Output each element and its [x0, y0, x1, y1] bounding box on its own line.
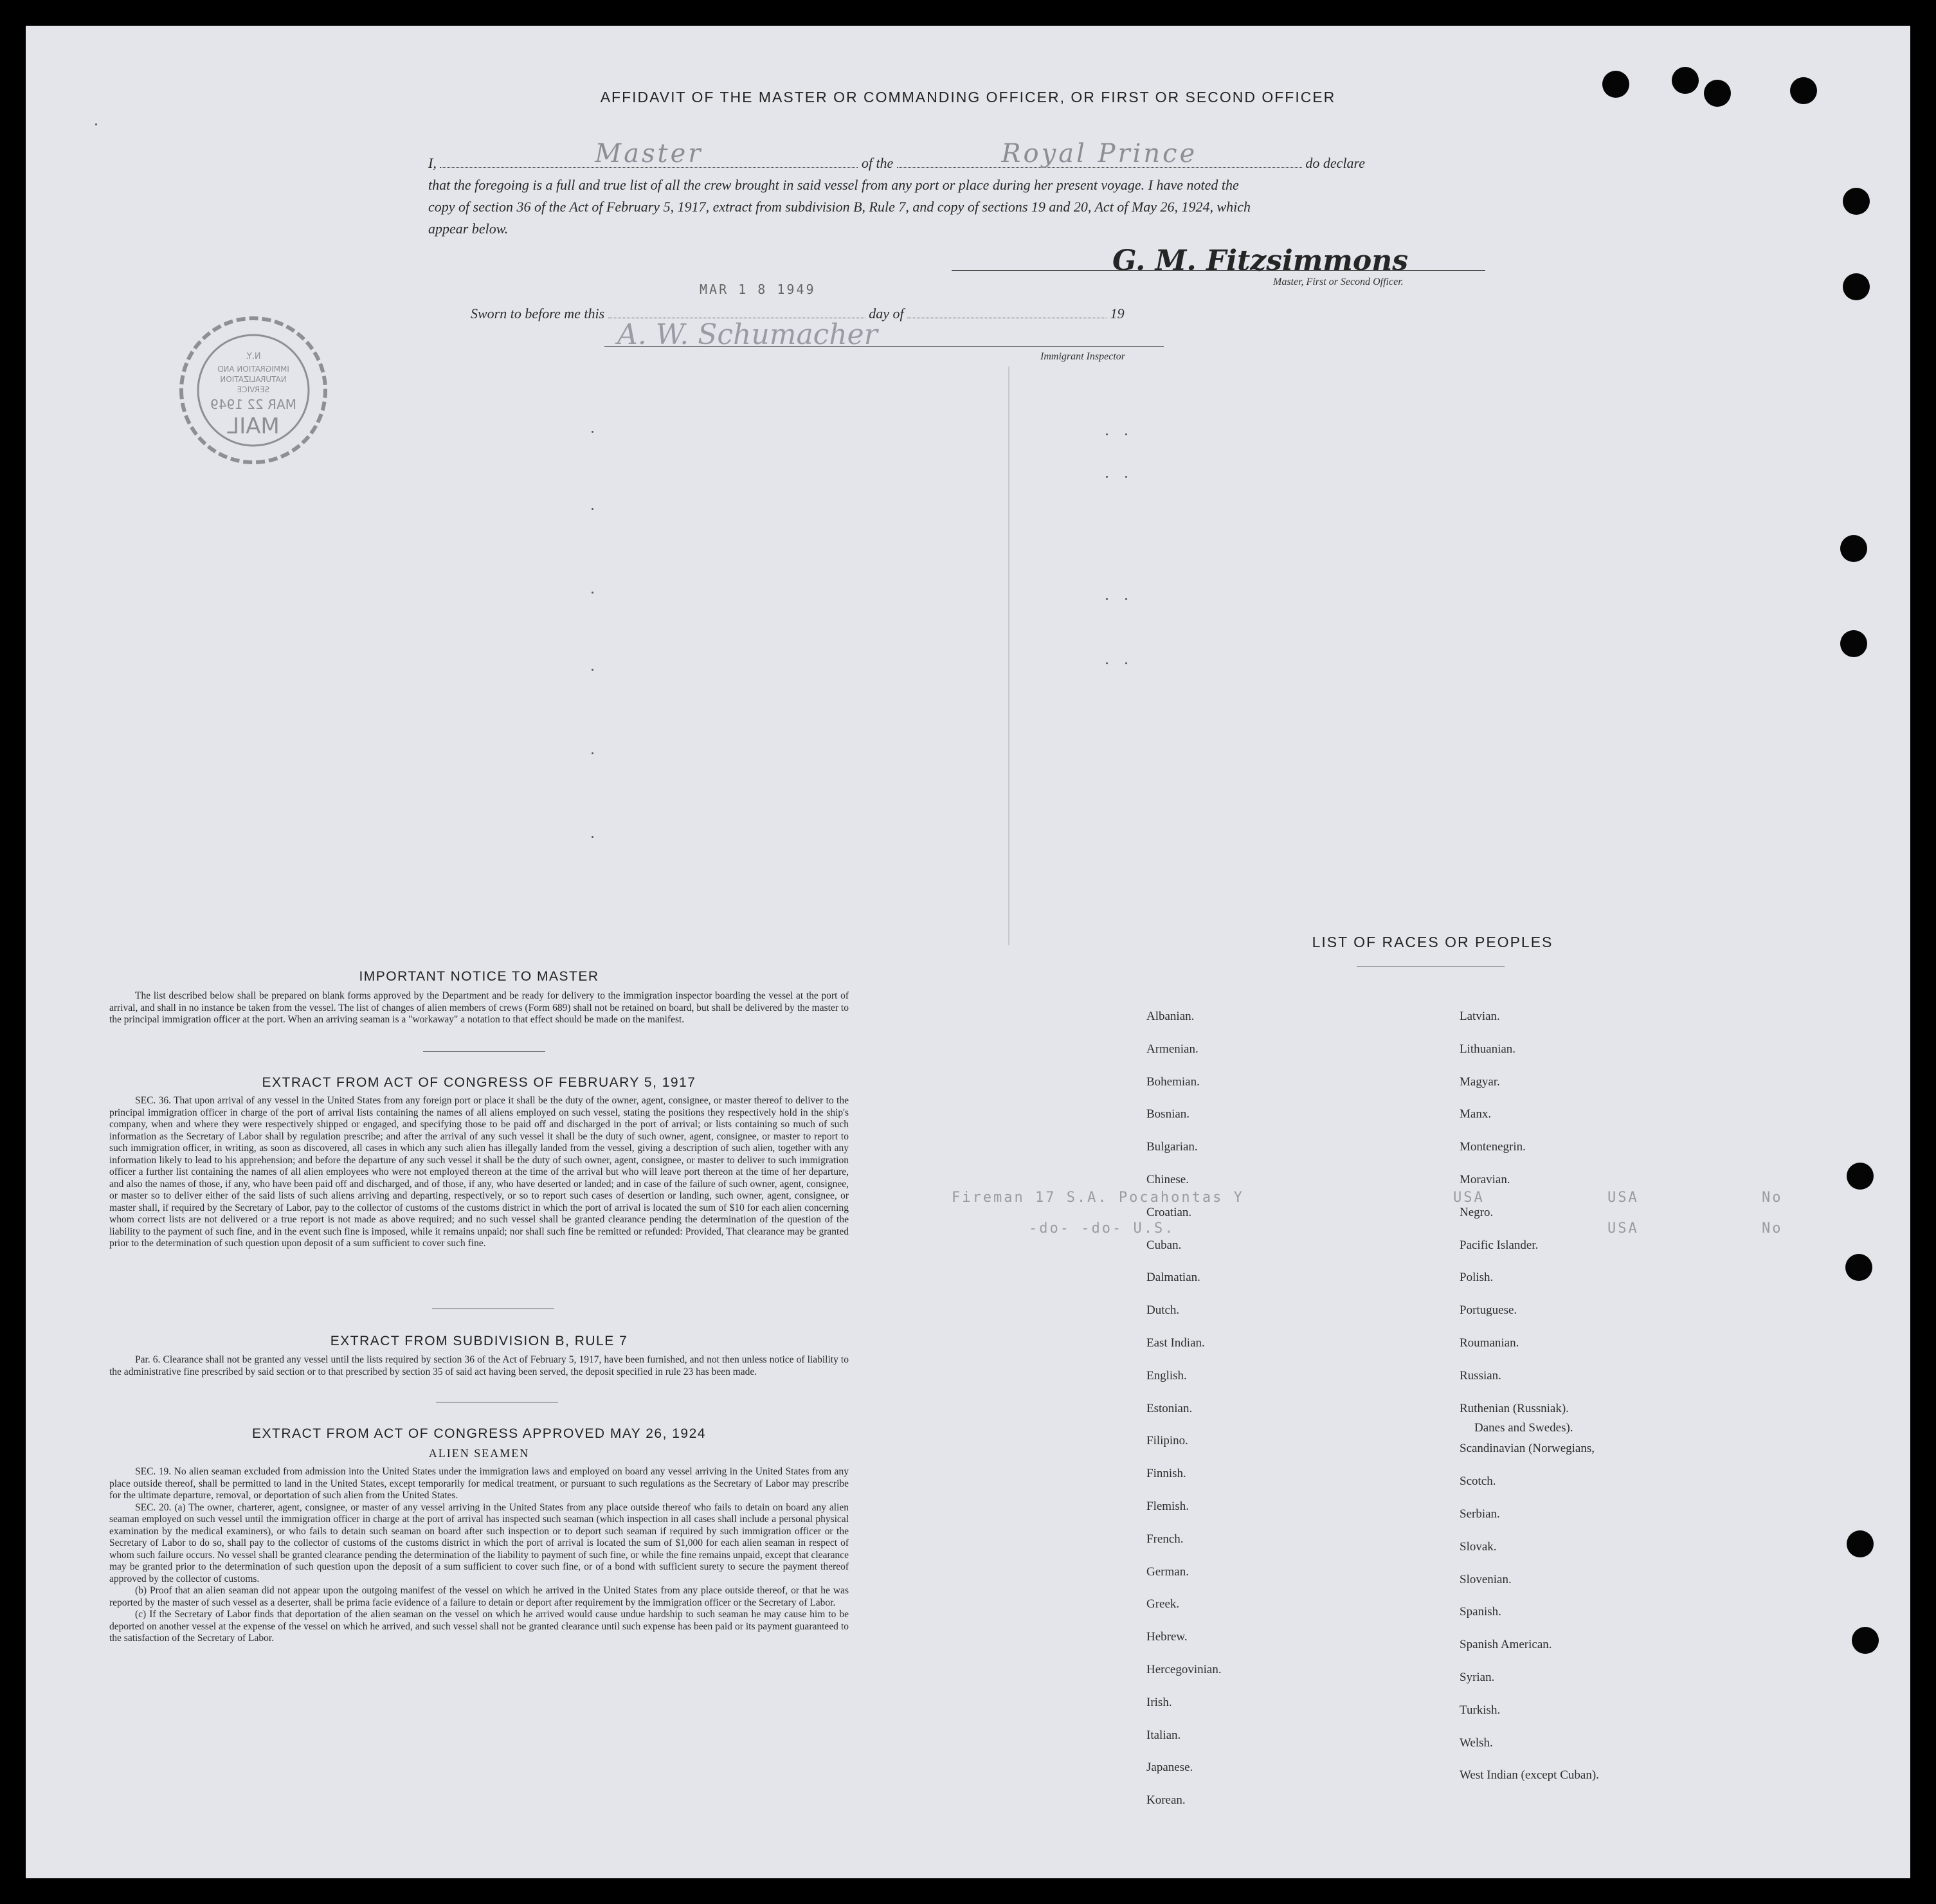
- extract-1924-body: [109, 1466, 849, 1645]
- race-item: Polish.: [1460, 1271, 1494, 1284]
- race-item: Latvian.: [1460, 1010, 1500, 1023]
- race-item: Cuban.: [1146, 1238, 1182, 1252]
- vessel-name-handwriting: Royal Prince: [1001, 139, 1198, 168]
- race-item: West Indian (except Cuban).: [1460, 1768, 1599, 1782]
- race-item: Syrian.: [1460, 1671, 1495, 1684]
- race-item: Italian.: [1146, 1728, 1181, 1742]
- race-item: Turkish.: [1460, 1703, 1501, 1717]
- bleedthrough-text: No: [1762, 1220, 1783, 1237]
- seal-type: MAIL: [227, 413, 280, 439]
- race-item: East Indian.: [1146, 1336, 1205, 1350]
- race-item: Magyar.: [1460, 1075, 1500, 1089]
- race-item: Scotch.: [1460, 1474, 1496, 1488]
- race-item: Slovak.: [1460, 1540, 1497, 1554]
- race-item: English.: [1146, 1369, 1187, 1383]
- race-item: Filipino.: [1146, 1434, 1188, 1447]
- seal-date: MAR 22 1949: [210, 397, 296, 412]
- extract-rule7-body: Par. 6. Clearance shall not be granted any vessel until the lists required by section 36 of the Act of February 5, 1917, have been furnished, and not then unless notice of liability to the administrative fine prescribed by said section or to that prescribed by section 35 of said act having been served, the deposit specified in rule 23 has been made.: [109, 1354, 849, 1377]
- affidavit-line-2: that the foregoing is a full and true list of all the crew brought in said vessel from any port or place during her present voyage. I have noted the: [428, 177, 1239, 193]
- bleedthrough-text: USA: [1453, 1190, 1485, 1206]
- notice-title: IMPORTANT NOTICE TO MASTER: [359, 969, 599, 984]
- race-item: Bosnian.: [1146, 1107, 1190, 1121]
- race-item: Lithuanian.: [1460, 1042, 1516, 1056]
- extract-1924-title: EXTRACT FROM ACT OF CONGRESS APPROVED MAY 26, 1924: [252, 1426, 706, 1441]
- race-item: Greek.: [1146, 1597, 1180, 1611]
- extract-1924-subtitle: ALIEN SEAMEN: [428, 1447, 530, 1460]
- race-item: Spanish.: [1460, 1605, 1501, 1618]
- page-fold: [1008, 367, 1009, 945]
- race-item: Finnish.: [1146, 1467, 1186, 1480]
- race-item: Pacific Islander.: [1460, 1238, 1539, 1252]
- race-item: Flemish.: [1146, 1500, 1189, 1513]
- punch-hole: [1840, 630, 1867, 657]
- races-title: LIST OF RACES OR PEOPLES: [1312, 934, 1553, 950]
- punch-hole: [1840, 535, 1867, 562]
- affidavit-line-1: I, Master of the Royal Prince do declare: [428, 139, 1365, 171]
- race-item: French.: [1146, 1532, 1184, 1546]
- race-item: Irish.: [1146, 1696, 1172, 1709]
- race-item: Roumanian.: [1460, 1336, 1519, 1350]
- inspector-caption: Immigrant Inspector: [1040, 351, 1125, 362]
- race-item: Bohemian.: [1146, 1075, 1200, 1089]
- race-item: Estonian.: [1146, 1402, 1193, 1415]
- date-stamp: MAR 1 8 1949: [700, 282, 816, 297]
- punch-hole: [1843, 188, 1870, 215]
- bleedthrough-text: USA: [1607, 1190, 1639, 1206]
- race-item: Korean.: [1146, 1793, 1186, 1807]
- bleedthrough-text: Fireman 17 S.A. Pocahontas Y: [952, 1190, 1244, 1206]
- race-item: Negro.: [1460, 1206, 1494, 1219]
- race-item: Slovenian.: [1460, 1573, 1512, 1586]
- punch-hole: [1847, 1163, 1874, 1190]
- race-item: Montenegrin.: [1460, 1140, 1526, 1154]
- inspector-signature: A. W. Schumacher: [617, 318, 878, 351]
- race-item: Croatian.: [1146, 1206, 1192, 1219]
- race-item: Russian.: [1460, 1369, 1501, 1383]
- race-item: Hebrew.: [1146, 1630, 1188, 1644]
- extract-1917-title: EXTRACT FROM ACT OF CONGRESS OF FEBRUARY 5, 1917: [262, 1075, 696, 1090]
- punch-hole: [1843, 273, 1870, 300]
- sec-20b: (b) Proof that an alien seaman did not appear upon the outgoing manifest of the vessel on which he arrived in the United States from any place outside thereof, or that he was reported by the master of such vessel as a deserter, shall be prima facie evidence of a failure to detain or deport after requirement by the immigration officer or the Secretary of Labor.: [109, 1585, 849, 1608]
- affidavit-line-3: copy of section 36 of the Act of February 5, 1917, extract from subdivision B, Rule 7, and copy of sections 19 and 20, Act of May 26, 1924, which: [428, 199, 1251, 215]
- race-item: Japanese.: [1146, 1761, 1193, 1774]
- signature-caption: Master, First or Second Officer.: [1273, 277, 1404, 287]
- race-item: Ruthenian (Russniak).: [1460, 1402, 1569, 1415]
- race-item: Chinese.: [1146, 1173, 1189, 1186]
- race-item: Albanian.: [1146, 1010, 1195, 1023]
- race-item: Moravian.: [1460, 1173, 1510, 1186]
- race-item: Welsh.: [1460, 1736, 1493, 1750]
- punch-hole: [1852, 1627, 1879, 1654]
- seal-agency-3: SERVICE: [237, 385, 270, 394]
- seal-city: N.Y.: [246, 352, 261, 361]
- race-item: Serbian.: [1460, 1507, 1500, 1521]
- race-item: Armenian.: [1146, 1042, 1199, 1056]
- race-item: Bulgarian.: [1146, 1140, 1198, 1154]
- bleedthrough-text: USA: [1607, 1220, 1639, 1237]
- sec-20c: (c) If the Secretary of Labor finds that deportation of the alien seaman on the vessel on which he arrived would cause undue hardship to such seaman he may cause him to be deported on another vessel at the expense of the vessel on which he arrived, and such vessel shall not be granted clearance until such expense has been paid or its payment guaranteed to the satisfaction of the Secretary of Labor.: [109, 1609, 849, 1644]
- sec-20a: SEC. 20. (a) The owner, charterer, agent, consignee, or master of any vessel arriving in the United States from any place outside thereof who fails to detain on board any alien seaman employed on such vessel until the immigration officer in charge at the port of arrival has inspected such seaman (which inspection in all cases shall include a personal physical examination by the medical examiners), or who fails to detain such seaman on board after such inspection or to deport such seaman if required by such immigration officer or the Secretary of Labor to do so, shall pay to the collector of customs of the customs district in which the port of arrival is located the sum of $1,000 for each alien seaman in respect of whom such failure occurs. No vessel shall be granted clearance pending the determination of the liability to payment of such fine, or while the fine remains unpaid, except that clearance may be granted prior to the determination of such question upon the deposit of a sum sufficient to cover such fine, or of a bond with sufficient surety to secure the payment thereof approved by the collector of customs.: [109, 1501, 849, 1584]
- document-page: [26, 26, 1910, 1878]
- race-item: Spanish American.: [1460, 1638, 1552, 1651]
- sec-19: SEC. 19. No alien seaman excluded from admission into the United States under the immigration laws and employed on board any vessel arriving in the United States from any place outside thereof, shall be permitted to land in the United States, except temporarily for medical treatment, or pursuant to such regulations as the Secretary of Labor may prescribe for the ultimate departure, removal, or deportation of such alien from the United States.: [109, 1466, 849, 1501]
- capacity-handwriting: Master: [595, 139, 703, 168]
- seal-agency-1: IMMIGRATION AND: [217, 365, 289, 374]
- race-item-continuation: Danes and Swedes).: [1474, 1421, 1573, 1435]
- race-item: Hercegovinian.: [1146, 1663, 1222, 1676]
- race-item: Scandinavian (Norwegians,: [1460, 1442, 1595, 1455]
- affidavit-line-4: appear below.: [428, 221, 509, 237]
- divider: [423, 1051, 545, 1052]
- race-item: Dutch.: [1146, 1303, 1180, 1317]
- seal-agency-2: NATURALIZATION: [220, 375, 287, 384]
- extract-1917-body: SEC. 36. That upon arrival of any vessel in the United States from any foreign port or place it shall be the duty of the owner, agent, consignee, or master thereof to deliver to the principal immigration officer in charge of the port of arrival lists containing the names of all aliens employed on such vessel, stating the positions they respectively hold in the ship's company, when and where they were respectively shipped or engaged, and specifying those to be paid off and discharged in the port of arrival; or lists containing so much of such information as the Secretary of Labor shall by regulation prescribe; and after the arrival of any such vessel it shall be the duty of such owner, agent, consignee, or master to report to such immigration officer, in writing, as soon as discovered, all cases in which any such alien has illegally landed from the vessel, giving a description of such alien, together with any information likely to lead to his apprehension; and before the departure of any such vessel it shall be the duty of such owner, agent, consignee, or master to deliver to such immigration officer a further list containing the names of all alien employees who were not employed thereon at the time of the arrival but who will leave port thereon at the time of her departure, and also the names of those, if any, who have been paid off and discharged, and of those, if any, who have deserted or landed; and in case of the failure of such owner, agent, consignee, or master so to deliver either of the said lists of such aliens arriving and departing, respectively, or so to report such cases of desertion or landing, such owner, agent, consignee, or master shall, if required by the Secretary of Labor, pay to the collector of customs of the customs district in which the port of arrival is located the sum of $10 for each alien concerning whom correct lists are not delivered or a true report is not made as above required; and no such vessel shall be granted clearance pending the determination of the question of the liability to the payment of such fine, and in the event such fine is imposed, while it remains unpaid; nor shall such fine be remitted or refunded: Provided, That clearance may be granted prior to the determination of such question upon deposit of a sum sufficient to cover such fine.: [109, 1095, 849, 1249]
- master-signature: G. M. Fitzsimmons: [1112, 244, 1408, 277]
- race-item: Manx.: [1460, 1107, 1492, 1121]
- bleedthrough-text: No: [1762, 1190, 1783, 1206]
- extract-rule7-title: EXTRACT FROM SUBDIVISION B, RULE 7: [330, 1334, 628, 1348]
- bleedthrough-text: -do- -do- U.S.: [1029, 1220, 1175, 1237]
- punch-hole: [1845, 1254, 1872, 1281]
- race-item: Portuguese.: [1460, 1303, 1517, 1317]
- affidavit-title: AFFIDAVIT OF THE MASTER OR COMMANDING OFFICER, OR FIRST OR SECOND OFFICER: [600, 89, 1336, 105]
- race-item: Dalmatian.: [1146, 1271, 1200, 1284]
- mail-stamp-seal: [176, 313, 331, 468]
- punch-hole: [1847, 1530, 1874, 1557]
- race-item: German.: [1146, 1565, 1189, 1579]
- sworn-line: Sworn to before me this day of 19: [471, 301, 1125, 322]
- notice-body: The list described below shall be prepared on blank forms approved by the Department and be ready for delivery to the immigration inspector boarding the vessel at the port of arrival, and shall in no instance be taken from the vessel. The list of changes of alien members of crews (Form 689) shall not be retained on board, but shall be delivered by the master to the principal immigration officer at the port. When an arriving seaman is a "workaway" a notation to that effect should be made on the manifest.: [109, 990, 849, 1025]
